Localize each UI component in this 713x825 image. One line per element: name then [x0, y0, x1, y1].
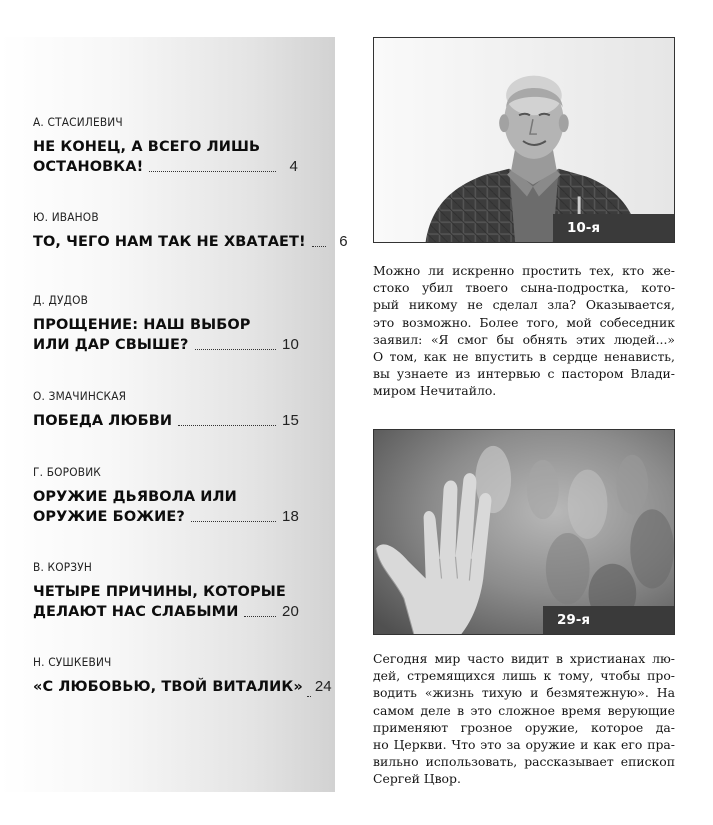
toc-page-number: 10	[282, 336, 299, 353]
toc-title-line: ОСТАНОВКА!	[33, 159, 144, 175]
toc-title-line: ТО, ЧЕГО НАМ ТАК НЕ ХВАТАЕТ!	[33, 234, 306, 250]
toc-title-line: ИЛИ ДАР СВЫШЕ?	[33, 337, 189, 353]
text-line: заявил: «Я смог бы обнять этих людей...»	[373, 331, 675, 347]
toc-page-number: 15	[282, 412, 299, 429]
toc-author: Д. ДУДОВ	[33, 293, 89, 307]
toc-leader-dots	[191, 521, 276, 522]
toc-entry[interactable]	[33, 210, 348, 252]
toc-author: В. КОРЗУН	[33, 560, 93, 574]
text-line: водить «жизнь тихую и безмятежную». На	[373, 685, 675, 701]
toc-entry[interactable]	[33, 465, 298, 527]
text-line: но Церкви. Что это за оружие и как его пра-	[373, 737, 675, 753]
toc-entry[interactable]	[33, 389, 298, 431]
toc-title-line: ОРУЖИЕ БОЖИЕ?	[33, 509, 185, 525]
page-label-badge: 29-я	[543, 606, 674, 634]
toc-leader-dots	[178, 425, 276, 426]
feature-photo-portrait[interactable]	[373, 37, 675, 243]
toc-title-line: ПОБЕДА ЛЮБВИ	[33, 413, 173, 429]
toc-entry[interactable]	[33, 115, 298, 177]
feature-text	[373, 262, 675, 400]
toc-author: А. СТАСИЛЕВИЧ	[33, 115, 123, 129]
toc-title-line: ЧЕТЫРЕ ПРИЧИНЫ, КОТОРЫЕ	[33, 584, 286, 600]
portrait-image	[374, 38, 674, 242]
toc-author: О. ЗМАЧИНСКАЯ	[33, 389, 127, 403]
text-line: Сергей Цвор.	[373, 771, 461, 787]
text-line: вильно использовать, рассказывает епископ	[373, 754, 675, 770]
toc-title-line: «С ЛЮБОВЬЮ, ТВОЙ ВИТАЛИК»	[33, 679, 303, 695]
toc-leader-dots	[149, 171, 276, 172]
text-line: самом деле в это сложное время верующие	[373, 702, 675, 718]
toc-leader-dots	[244, 616, 276, 617]
toc-title-line: НЕ КОНЕЦ, А ВСЕГО ЛИШЬ	[33, 139, 261, 155]
toc-list	[33, 115, 348, 697]
text-line: это возможно. Более того, мой собеседник	[373, 314, 675, 330]
text-line: дей, стремящихся лишь к тому, чтобы про-	[373, 668, 675, 684]
toc-panel	[0, 37, 348, 792]
text-line: применяют грозное оружие, которое да-	[373, 719, 675, 735]
toc-entry[interactable]	[33, 560, 298, 622]
toc-page-number: 20	[282, 603, 299, 620]
feature-photo-hands[interactable]	[373, 429, 675, 635]
toc-entry[interactable]	[33, 293, 298, 355]
hands-image	[374, 430, 674, 634]
toc-leader-dots	[312, 246, 326, 247]
toc-page-number: 24	[314, 678, 332, 695]
toc-page-number: 6	[339, 233, 348, 250]
toc-leader-dots	[195, 349, 276, 350]
toc-title-line: ПРОЩЕНИЕ: НАШ ВЫБОР	[33, 317, 251, 333]
toc-author: Ю. ИВАНОВ	[33, 210, 99, 224]
text-line: стоко убил твоего сына-подростка, кото-	[373, 280, 675, 296]
text-line: рый никому не сделал зла? Оказывается,	[373, 297, 675, 313]
toc-page-number: 4	[289, 158, 298, 175]
toc-entry[interactable]	[33, 655, 332, 697]
text-line: О том, как не впустить в сердце ненависть,	[373, 349, 675, 365]
toc-title-line: ДЕЛАЮТ НАС СЛАБЫМИ	[33, 604, 239, 620]
text-line: вы узнаете из интервью с пастором Влади-	[373, 366, 675, 382]
toc-title-line: ОРУЖИЕ ДЬЯВОЛА ИЛИ	[33, 489, 237, 505]
text-line: Можно ли искренно простить тех, кто же-	[373, 263, 675, 278]
text-line: миром Нечитайло.	[373, 383, 497, 399]
toc-author: Н. СУШКЕВИЧ	[33, 655, 112, 669]
toc-page-number: 18	[282, 508, 299, 525]
toc-leader-dots	[307, 696, 311, 697]
toc-author: Г. БОРОВИК	[33, 465, 102, 479]
text-line: Сегодня мир часто видит в христианах лю-	[373, 651, 675, 666]
page-label-badge: 10-я	[553, 214, 674, 242]
feature-text	[373, 650, 675, 788]
